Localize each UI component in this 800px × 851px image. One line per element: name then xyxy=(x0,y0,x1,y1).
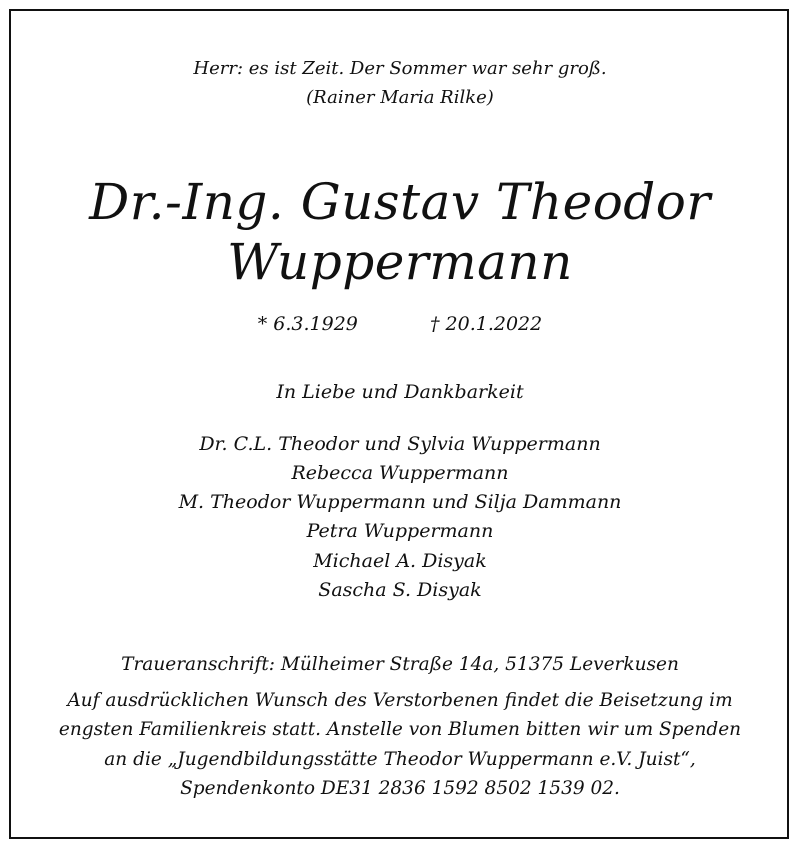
motto-quote: Herr: es ist Zeit. Der Sommer war sehr groß. xyxy=(193,58,607,79)
life-dates xyxy=(0,312,800,336)
mourner-3: M. Theodor Wuppermann und Silja Dammann xyxy=(178,491,622,513)
notice-line-2: engsten Familienkreis statt. Anstelle von Blumen bitten wir um Spenden xyxy=(58,719,742,740)
notice-line-1: Auf ausdrücklichen Wunsch des Verstorbenen findet die Beisetzung im xyxy=(67,690,733,711)
deceased-name-line-1: Dr.-Ing. Gustav Theodor xyxy=(89,173,711,231)
birth-date: * 6.3.1929 xyxy=(257,313,358,335)
mourning-address: Traueranschrift: Mülheimer Straße 14a, 51375 Leverkusen xyxy=(121,654,679,675)
death-date: † 20.1.2022 xyxy=(430,313,543,335)
mourner-2: Rebecca Wuppermann xyxy=(291,462,509,484)
motto-author: (Rainer Maria Rilke) xyxy=(306,87,494,108)
mourner-5: Michael A. Disyak xyxy=(313,550,487,572)
mourner-6: Sascha S. Disyak xyxy=(318,579,482,601)
mourner-4: Petra Wuppermann xyxy=(306,520,494,542)
mourner-1: Dr. C.L. Theodor und Sylvia Wuppermann xyxy=(199,433,601,455)
dedication: In Liebe und Dankbarkeit xyxy=(276,381,524,403)
notice-line-4: Spendenkonto DE31 2836 1592 8502 1539 02. xyxy=(180,778,620,799)
notice-line-3: an die „Jugendbildungsstätte Theodor Wuppermann e.V. Juist“, xyxy=(104,749,696,770)
deceased-name-line-2: Wuppermann xyxy=(227,233,573,291)
